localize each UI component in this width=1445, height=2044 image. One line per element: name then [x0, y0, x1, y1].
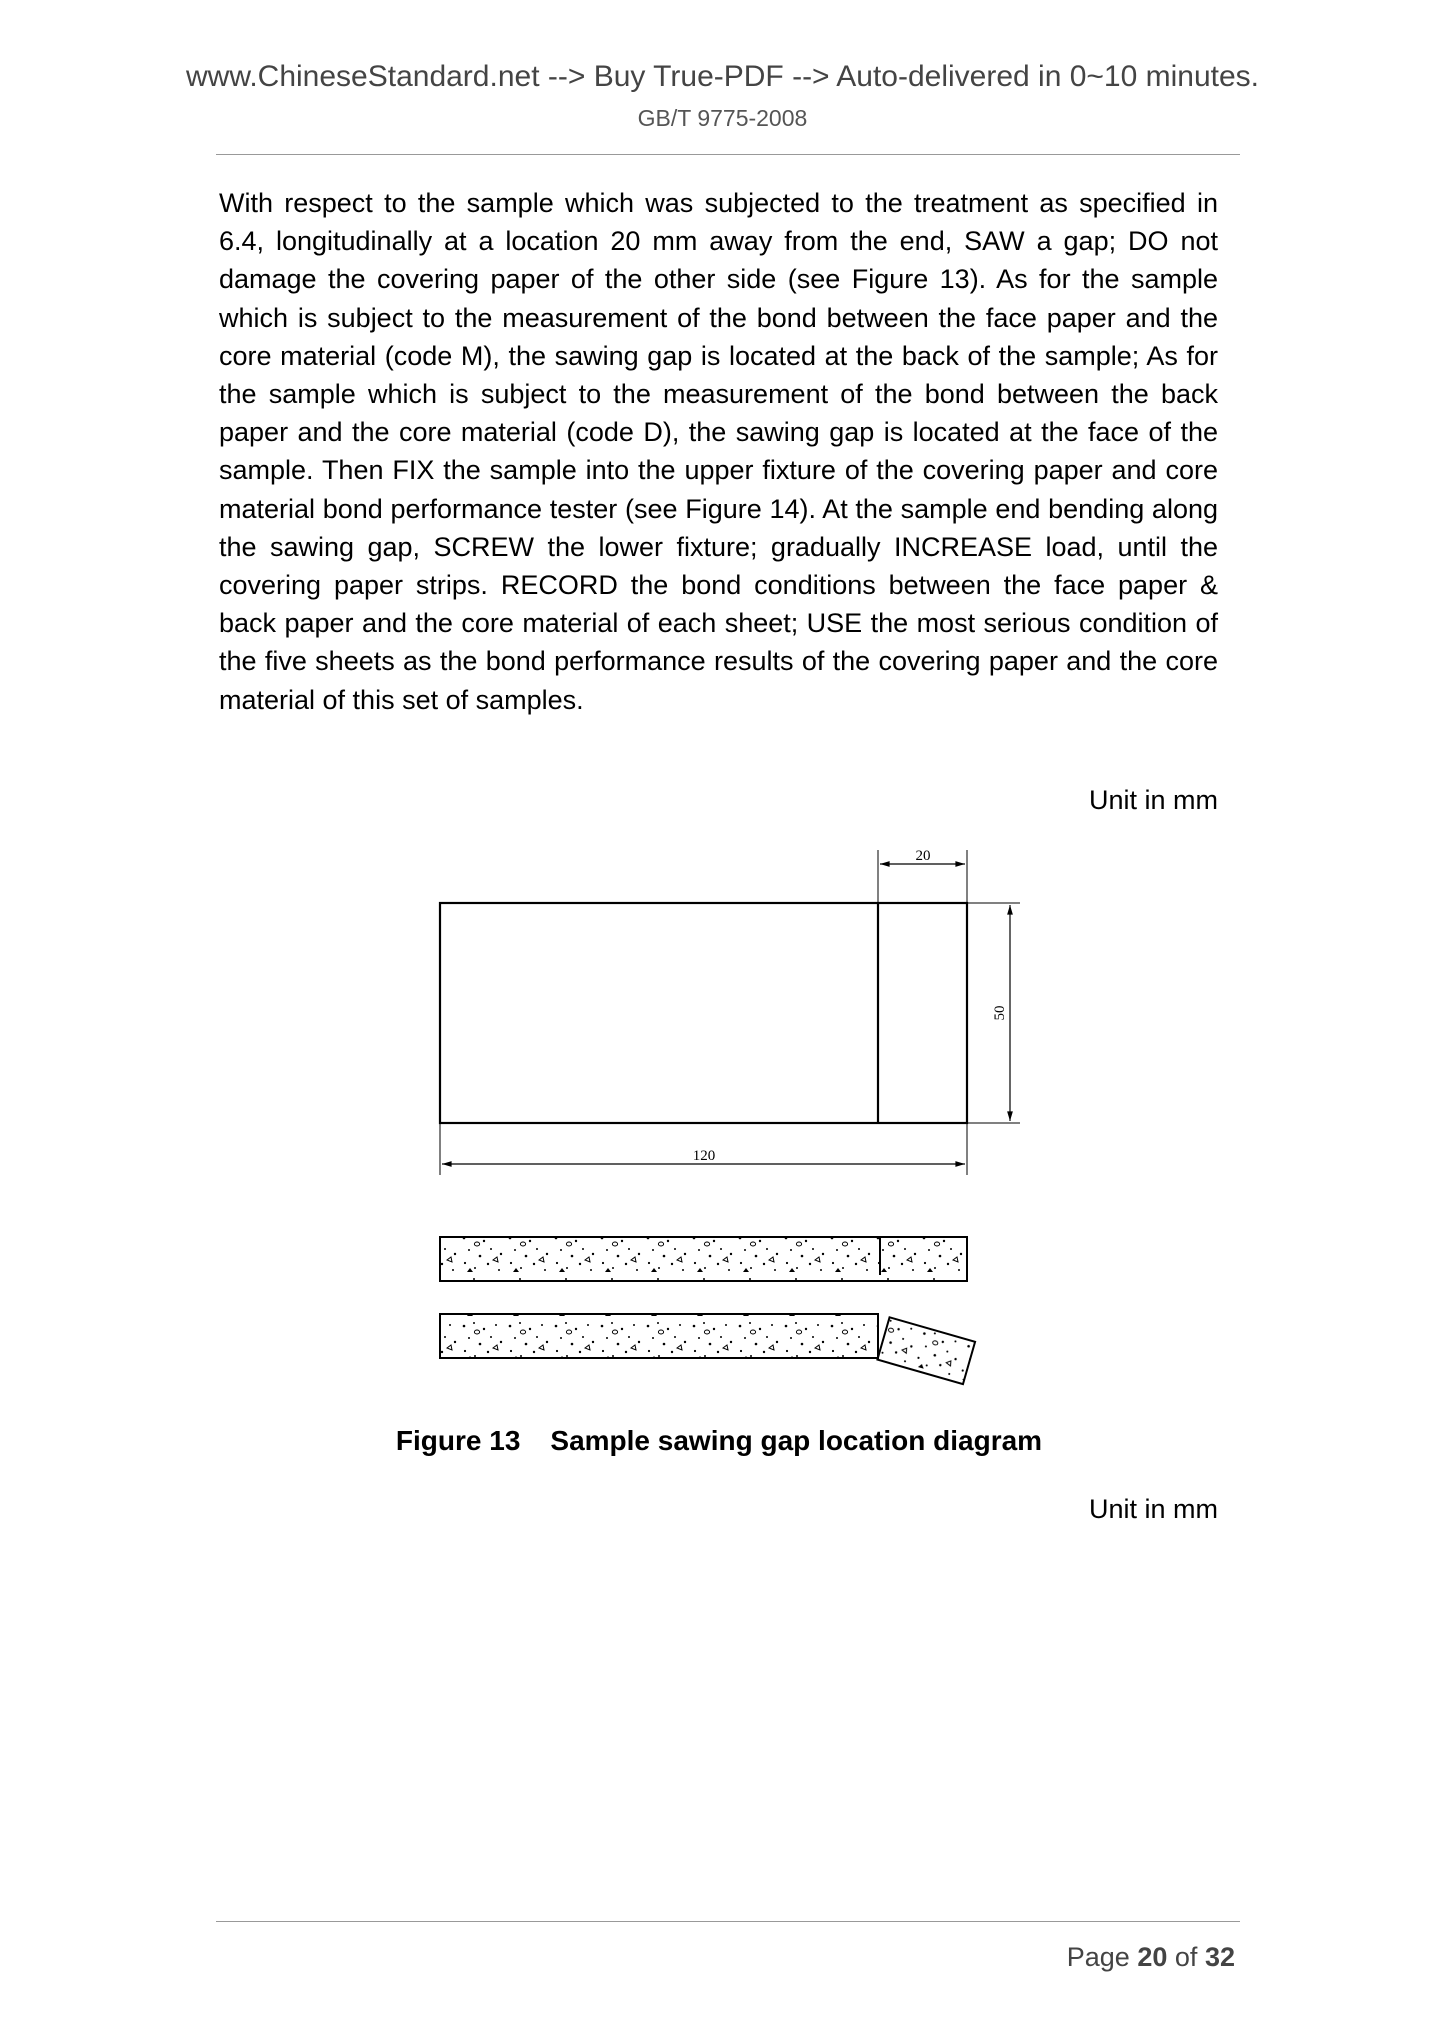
- page-total: 32: [1204, 1942, 1235, 1972]
- sample-outline: [440, 903, 967, 1123]
- section-bent-strip: [440, 1314, 878, 1358]
- dim-gap-label: 20: [915, 848, 931, 864]
- dim-height-label: 50: [992, 1005, 1008, 1021]
- section-bent-end: [877, 1317, 975, 1384]
- dim-length-label: 120: [692, 1148, 716, 1164]
- header-site-line: www.ChineseStandard.net --> Buy True-PDF --> Auto-delivered in 0~10 minutes.: [185, 60, 1260, 93]
- figure13-unit-label: Unit in mm: [1088, 785, 1218, 815]
- figure14-unit-label: Unit in mm: [1088, 1494, 1218, 1524]
- page-current: 20: [1137, 1942, 1168, 1972]
- page-number: [1067, 1942, 1235, 1973]
- page-prefix: Page: [1066, 1942, 1130, 1972]
- page-of: of: [1174, 1942, 1198, 1972]
- body-paragraph: With respect to the sample which was subjected to the treatment as specified in 6.4, longitudinally at a location 20 mm away from the end, SAW a gap; DO not damage the covering paper of the other side (see Figure 13). As for the sample which is subject to the measurement of the bond between the face paper and the core material (code M), the sawing gap is located at the back of the sample; As for the sample which is subject to the measurement of the bond between the back paper and the core material (code D), the sawing gap is located at the face of the sample. Then FIX the sample into the upper fixture of the covering paper and core material bond performance tester (see Figure 14). At the sample end bending along the sawing gap, SCREW the lower fixture; gradually INCREASE load, until the covering paper strips. RECORD the bond conditions between the face paper & back paper and the core material of each sheet; USE the most serious condition of the five sheets as the bond performance results of the covering paper and the core material of this set of samples.: [219, 188, 1218, 715]
- figure13-caption-number: Figure 13: [395, 1425, 521, 1456]
- standard-number: GB/T 9775-2008: [637, 105, 808, 131]
- figure13-caption-title: Sample sawing gap location diagram: [550, 1425, 1043, 1456]
- section-intact-strip: [440, 1237, 967, 1281]
- figure13-caption: [0, 1425, 1438, 1457]
- footer-divider: [216, 1921, 1240, 1922]
